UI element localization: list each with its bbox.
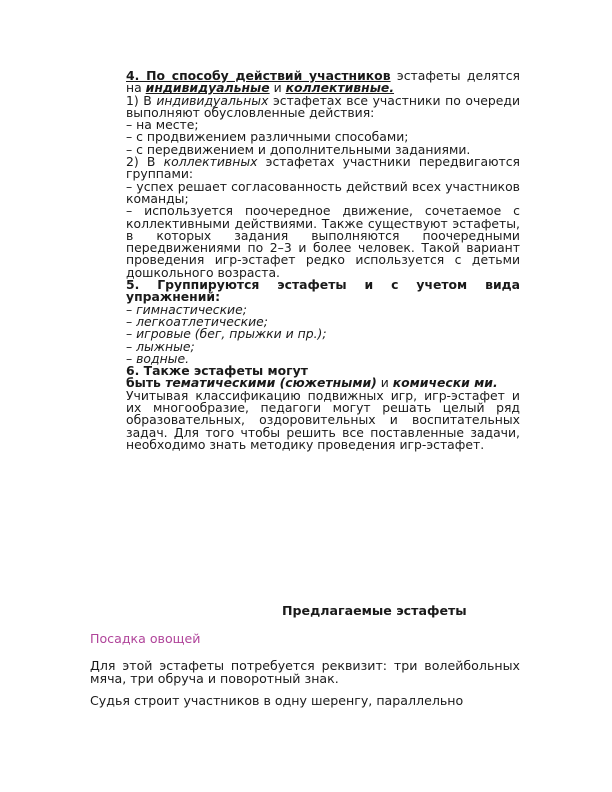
list-item: – используется поочередное движение, сочетаемое с коллективными действиями. Также существуют эстафеты, в которых задания выполняются поочередными передвижениями по 2–3 и более человек. Такой вариант проведения игр-эстафет редко используется с детьми дошкольного возраста. — [126, 203, 520, 280]
exercise-types-list — [126, 301, 520, 366]
section5-title: 5. Группируются эстафеты и с учетом вида упражнений: — [126, 277, 520, 305]
list-item: – водные. — [126, 350, 190, 366]
list-item: – с продвижением различными способами; — [126, 129, 409, 145]
relay-paragraph-2: Судья строит участников в одну шеренгу, параллельно — [90, 693, 464, 708]
proposed-relays-heading: Предлагаемые эстафеты — [282, 603, 467, 618]
relay-paragraph-1: Для этой эстафеты потребуется реквизит: три волейбольных мяча, три обруча и поворотный знак. — [90, 658, 520, 686]
relay-title: Посадка овощей — [90, 631, 201, 646]
section4-intro: 4. По способу действий участников эстафеты делятся на индивидуальные и коллективные. — [126, 68, 520, 96]
list-item: – лыжные; — [126, 338, 195, 354]
list-item: – легкоатлетические; — [126, 313, 268, 329]
section6-line2: быть тематическими (сюжетными) и комически ми. — [126, 375, 498, 391]
section4-title: 4. По способу действий участников — [126, 68, 391, 83]
section6-title: 6. Также эстафеты могут — [126, 363, 308, 379]
list-item: – игровые (бег, прыжки и пр.); — [126, 326, 327, 342]
summary-paragraph: Учитывая классификацию подвижных игр, игр-эстафет и их многообразие, педагоги могут решать целый ряд образовательных, оздоровительных и воспитательных задач. Для того чтобы решить все поставленные задачи, необходимо знать методику проведения игр-эстафет. — [126, 387, 520, 452]
item1-list — [126, 119, 520, 156]
list-item: – гимнастические; — [126, 301, 247, 317]
list-item: – с передвижением и дополнительными заданиями. — [126, 141, 471, 157]
item2-text: 2) В коллективных эстафетах участники передвигаются группами: — [126, 154, 520, 182]
list-item: – на месте; — [126, 117, 199, 133]
term-collective: коллективные. — [285, 80, 395, 96]
classification-text — [126, 70, 520, 451]
list-item: – успех решает согласованность действий всех участников команды; — [126, 178, 520, 206]
term-individual: индивидуальные — [145, 80, 270, 96]
item1-text: 1) В индивидуальных эстафетах все участники по очереди выполняют обусловленные действия: — [126, 92, 520, 120]
